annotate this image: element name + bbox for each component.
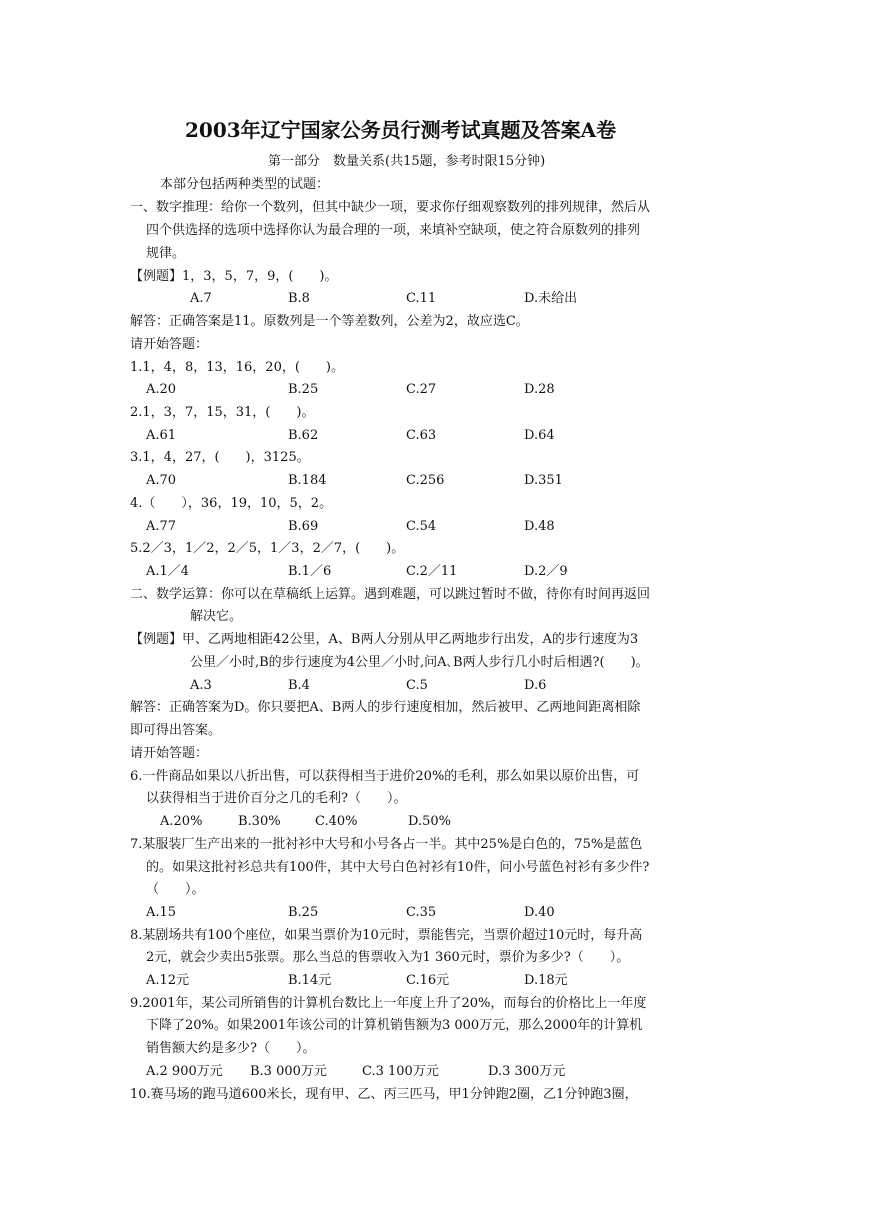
question-1-option-b: B.25 xyxy=(288,382,319,397)
question-9-line2: 下降了20%。如果2001年该公司的计算机销售额为3 000万元，那么2000年的计算机 xyxy=(146,1018,643,1033)
section1-line1: 一、数字推理：给你一个数列，但其中缺少一项，要求你仔细观察数列的排列规律，然后从 xyxy=(130,200,651,215)
question-5-option-c: C.2／11 xyxy=(406,564,458,579)
example2-line1: 【例题】甲、乙两地相距42公里，A、B两人分别从甲乙两地步行出发，A的步行速度为3 xyxy=(130,632,639,647)
question-2-option-c: C.63 xyxy=(406,428,437,443)
question-9-line1: 9.2001年，某公司所销售的计算机台数比上一年度上升了20%，而每台的价格比上一年度 xyxy=(130,996,647,1011)
example2-answer-line2: 即可得出答案。 xyxy=(130,723,222,738)
section1-line2: 四个供选择的选项中选择你认为最合理的一项，来填补空缺项，使之符合原数列的排列 xyxy=(146,223,641,238)
example2-line2: 公里／小时,B的步行速度为4公里／小时,问A､B两人步行几小时后相遇?( )。 xyxy=(190,655,649,670)
section2-line1: 二、数学运算：你可以在草稿纸上运算。遇到难题，可以跳过暂时不做，待你有时间再返回 xyxy=(130,587,651,602)
start-prompt-1: 请开始答题： xyxy=(130,337,209,352)
example2-option-c: C.5 xyxy=(406,678,428,693)
example1-stem: 【例题】1，3，5，7，9，( )。 xyxy=(130,269,338,284)
question-2-option-d: D.64 xyxy=(524,428,555,443)
question-7-line1: 7.某服装厂生产出来的一批衬衫中大号和小号各占一半。其中25%是白色的，75%是蓝色 xyxy=(130,837,643,852)
question-1-option-a: A.20 xyxy=(146,382,177,397)
question-3-stem: 3.1，4，27，( )，3125。 xyxy=(130,450,310,465)
question-3-option-c: C.256 xyxy=(406,473,445,488)
question-5-option-b: B.1／6 xyxy=(288,564,332,579)
question-7-option-a: A.15 xyxy=(146,905,177,920)
question-9-option-d: D.3 300万元 xyxy=(488,1064,566,1079)
question-2-stem: 2.1，3，7，15，31，( )。 xyxy=(130,405,315,420)
question-6-line1: 6.一件商品如果以八折出售，可以获得相当于进价20%的毛利，那么如果以原价出售，可 xyxy=(130,769,640,784)
question-1-stem: 1.1，4，8，13，16，20，( )。 xyxy=(130,360,344,375)
example1-option-c: C.11 xyxy=(406,291,437,306)
start-prompt-2: 请开始答题： xyxy=(130,746,209,761)
part-heading: 第一部分 数量关系(共15题，参考时限15分钟) xyxy=(268,154,546,169)
question-6-option-c: C.40% xyxy=(315,814,358,829)
example1-answer: 解答：正确答案是11。原数列是一个等差数列，公差为2，故应选C。 xyxy=(130,314,529,329)
question-9-option-a: A.2 900万元 xyxy=(146,1064,223,1079)
question-4-stem: 4.（ ），36，19，10，5，2。 xyxy=(130,496,333,511)
section2-line2: 解决它。 xyxy=(190,609,243,624)
question-6-line2: 以获得相当于进价百分之几的毛利?（ ）。 xyxy=(146,791,407,806)
question-3-option-b: B.184 xyxy=(288,473,327,488)
question-7-option-c: C.35 xyxy=(406,905,437,920)
example2-option-b: B.4 xyxy=(288,678,310,693)
document-title: 2003年辽宁国家公务员行测考试真题及答案A卷 xyxy=(185,118,617,142)
question-6-option-b: B.30% xyxy=(238,814,281,829)
section1-line3: 规律。 xyxy=(146,246,186,261)
question-7-option-d: D.40 xyxy=(524,905,555,920)
question-10-line1: 10.赛马场的跑马道600米长，现有甲、乙、丙三匹马，甲1分钟跑2圈，乙1分钟跑3圈， xyxy=(130,1087,638,1102)
example2-answer-line1: 解答：正确答案为D。你只要把A、B两人的步行速度相加，然后被甲、乙两地间距离相除 xyxy=(130,700,641,715)
question-8-line1: 8.某剧场共有100个座位，如果当票价为10元时，票能售完，当票价超过10元时，每升高 xyxy=(130,928,643,943)
question-8-option-d: D.18元 xyxy=(524,973,568,988)
question-7-line2: 的。如果这批衬衫总共有100件，其中大号白色衬衫有10件，问小号蓝色衬衫有多少件? xyxy=(146,860,650,875)
intro-text: 本部分包括两种类型的试题： xyxy=(160,177,330,192)
question-6-option-a: A.20% xyxy=(160,814,203,829)
question-8-option-c: C.16元 xyxy=(406,973,450,988)
question-4-option-a: A.77 xyxy=(146,519,177,534)
question-4-option-c: C.54 xyxy=(406,519,437,534)
question-8-option-a: A.12元 xyxy=(146,973,190,988)
question-9-option-b: B.3 000万元 xyxy=(250,1064,327,1079)
question-8-line2: 2元，就会少卖出5张票。那么当总的售票收入为1 360元时，票价为多少?（ ）。 xyxy=(146,950,630,965)
example2-option-d: D.6 xyxy=(524,678,547,693)
question-3-option-a: A.70 xyxy=(146,473,177,488)
question-5-stem: 5.2／3，1／2，2／5，1／3，2／7，( )。 xyxy=(130,541,405,556)
question-7-line3: （ ）。 xyxy=(146,882,205,897)
question-2-option-a: A.61 xyxy=(146,428,177,443)
question-5-option-d: D.2／9 xyxy=(524,564,568,579)
question-8-option-b: B.14元 xyxy=(288,973,332,988)
question-1-option-d: D.28 xyxy=(524,382,555,397)
question-1-option-c: C.27 xyxy=(406,382,437,397)
question-4-option-b: B.69 xyxy=(288,519,319,534)
question-6-option-d: D.50% xyxy=(408,814,451,829)
example1-option-b: B.8 xyxy=(288,291,310,306)
question-9-line3: 销售额大约是多少?（ ）。 xyxy=(146,1041,316,1056)
question-7-option-b: B.25 xyxy=(288,905,319,920)
question-5-option-a: A.1／4 xyxy=(146,564,190,579)
example1-option-a: A.7 xyxy=(190,291,212,306)
question-4-option-d: D.48 xyxy=(524,519,555,534)
example1-option-d: D.未给出 xyxy=(524,291,578,306)
question-9-option-c: C.3 100万元 xyxy=(362,1064,439,1079)
question-3-option-d: D.351 xyxy=(524,473,563,488)
example2-option-a: A.3 xyxy=(190,678,212,693)
question-2-option-b: B.62 xyxy=(288,428,319,443)
